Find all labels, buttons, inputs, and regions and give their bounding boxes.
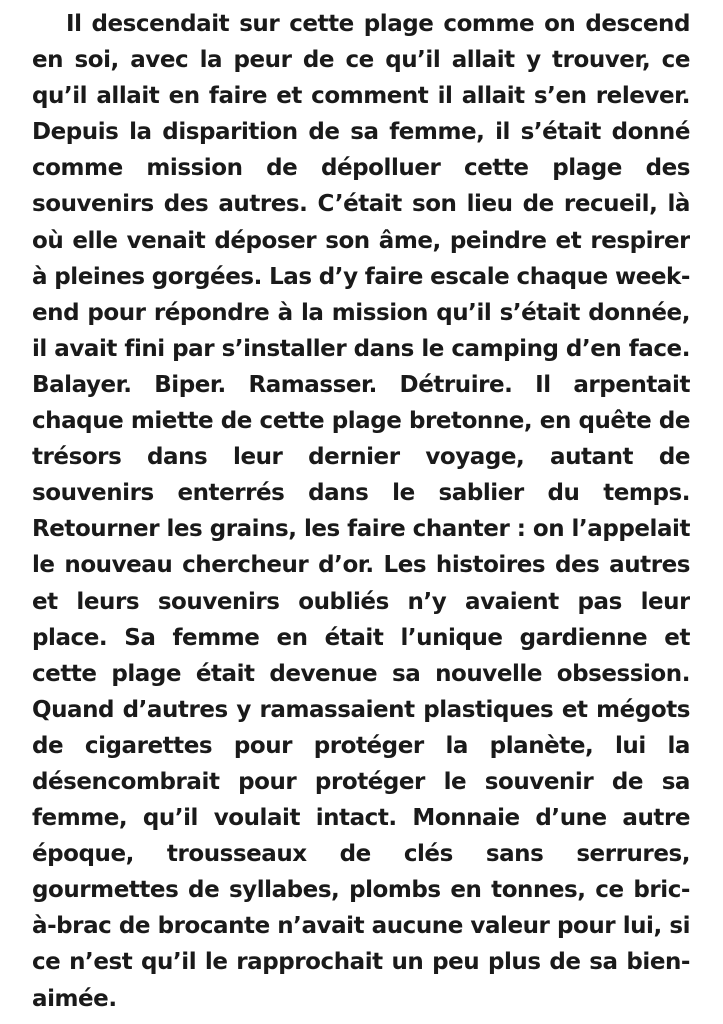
body-paragraph: Il descendait sur cette plage comme on descend en soi, avec la peur de ce qu’il allait y trouver, ce qu’il allait en faire et comment il allait s’en relever. Depuis la disparition de sa femme, il s’était donné comme mission de dépolluer cette plage des souvenirs des autres. C’était son lieu de recueil, là où elle venait déposer son âme, peindre et respirer à pleines gorgées. Las d’y faire escale chaque week-end pour répondre à la mission qu’il s’était donnée, il avait fini par s’installer dans le camping d’en face. Balayer. Biper. Ramasser. Détruire. Il arpentait chaque miette de cette plage bretonne, en quête de trésors dans leur dernier voyage, autant de souvenirs enterrés dans le sablier du temps. Retourner les grains, les faire chanter : on l’appelait le nouveau chercheur d’or. Les histoires des autres et leurs souvenirs oubliés n’y avaient pas leur place. Sa femme en était l’unique gardienne et cette plage était devenue sa nouvelle obsession. Quand d’autres y ramassaient plastiques et mégots de cigarettes pour protéger la planète, lui la désencombrait pour protéger le souvenir de sa femme, qu’il voulait intact. Monnaie d’une autre époque, trousseaux de clés sans serrures, gourmettes de syllabes, plombs en tonnes, ce bric-à-brac de brocante n’avait aucune valeur pour lui, si ce n’est qu’il le rapprochait un peu plus de sa bien-aimée. <box>32 11 690 1012</box>
document-page <box>32 6 690 1018</box>
